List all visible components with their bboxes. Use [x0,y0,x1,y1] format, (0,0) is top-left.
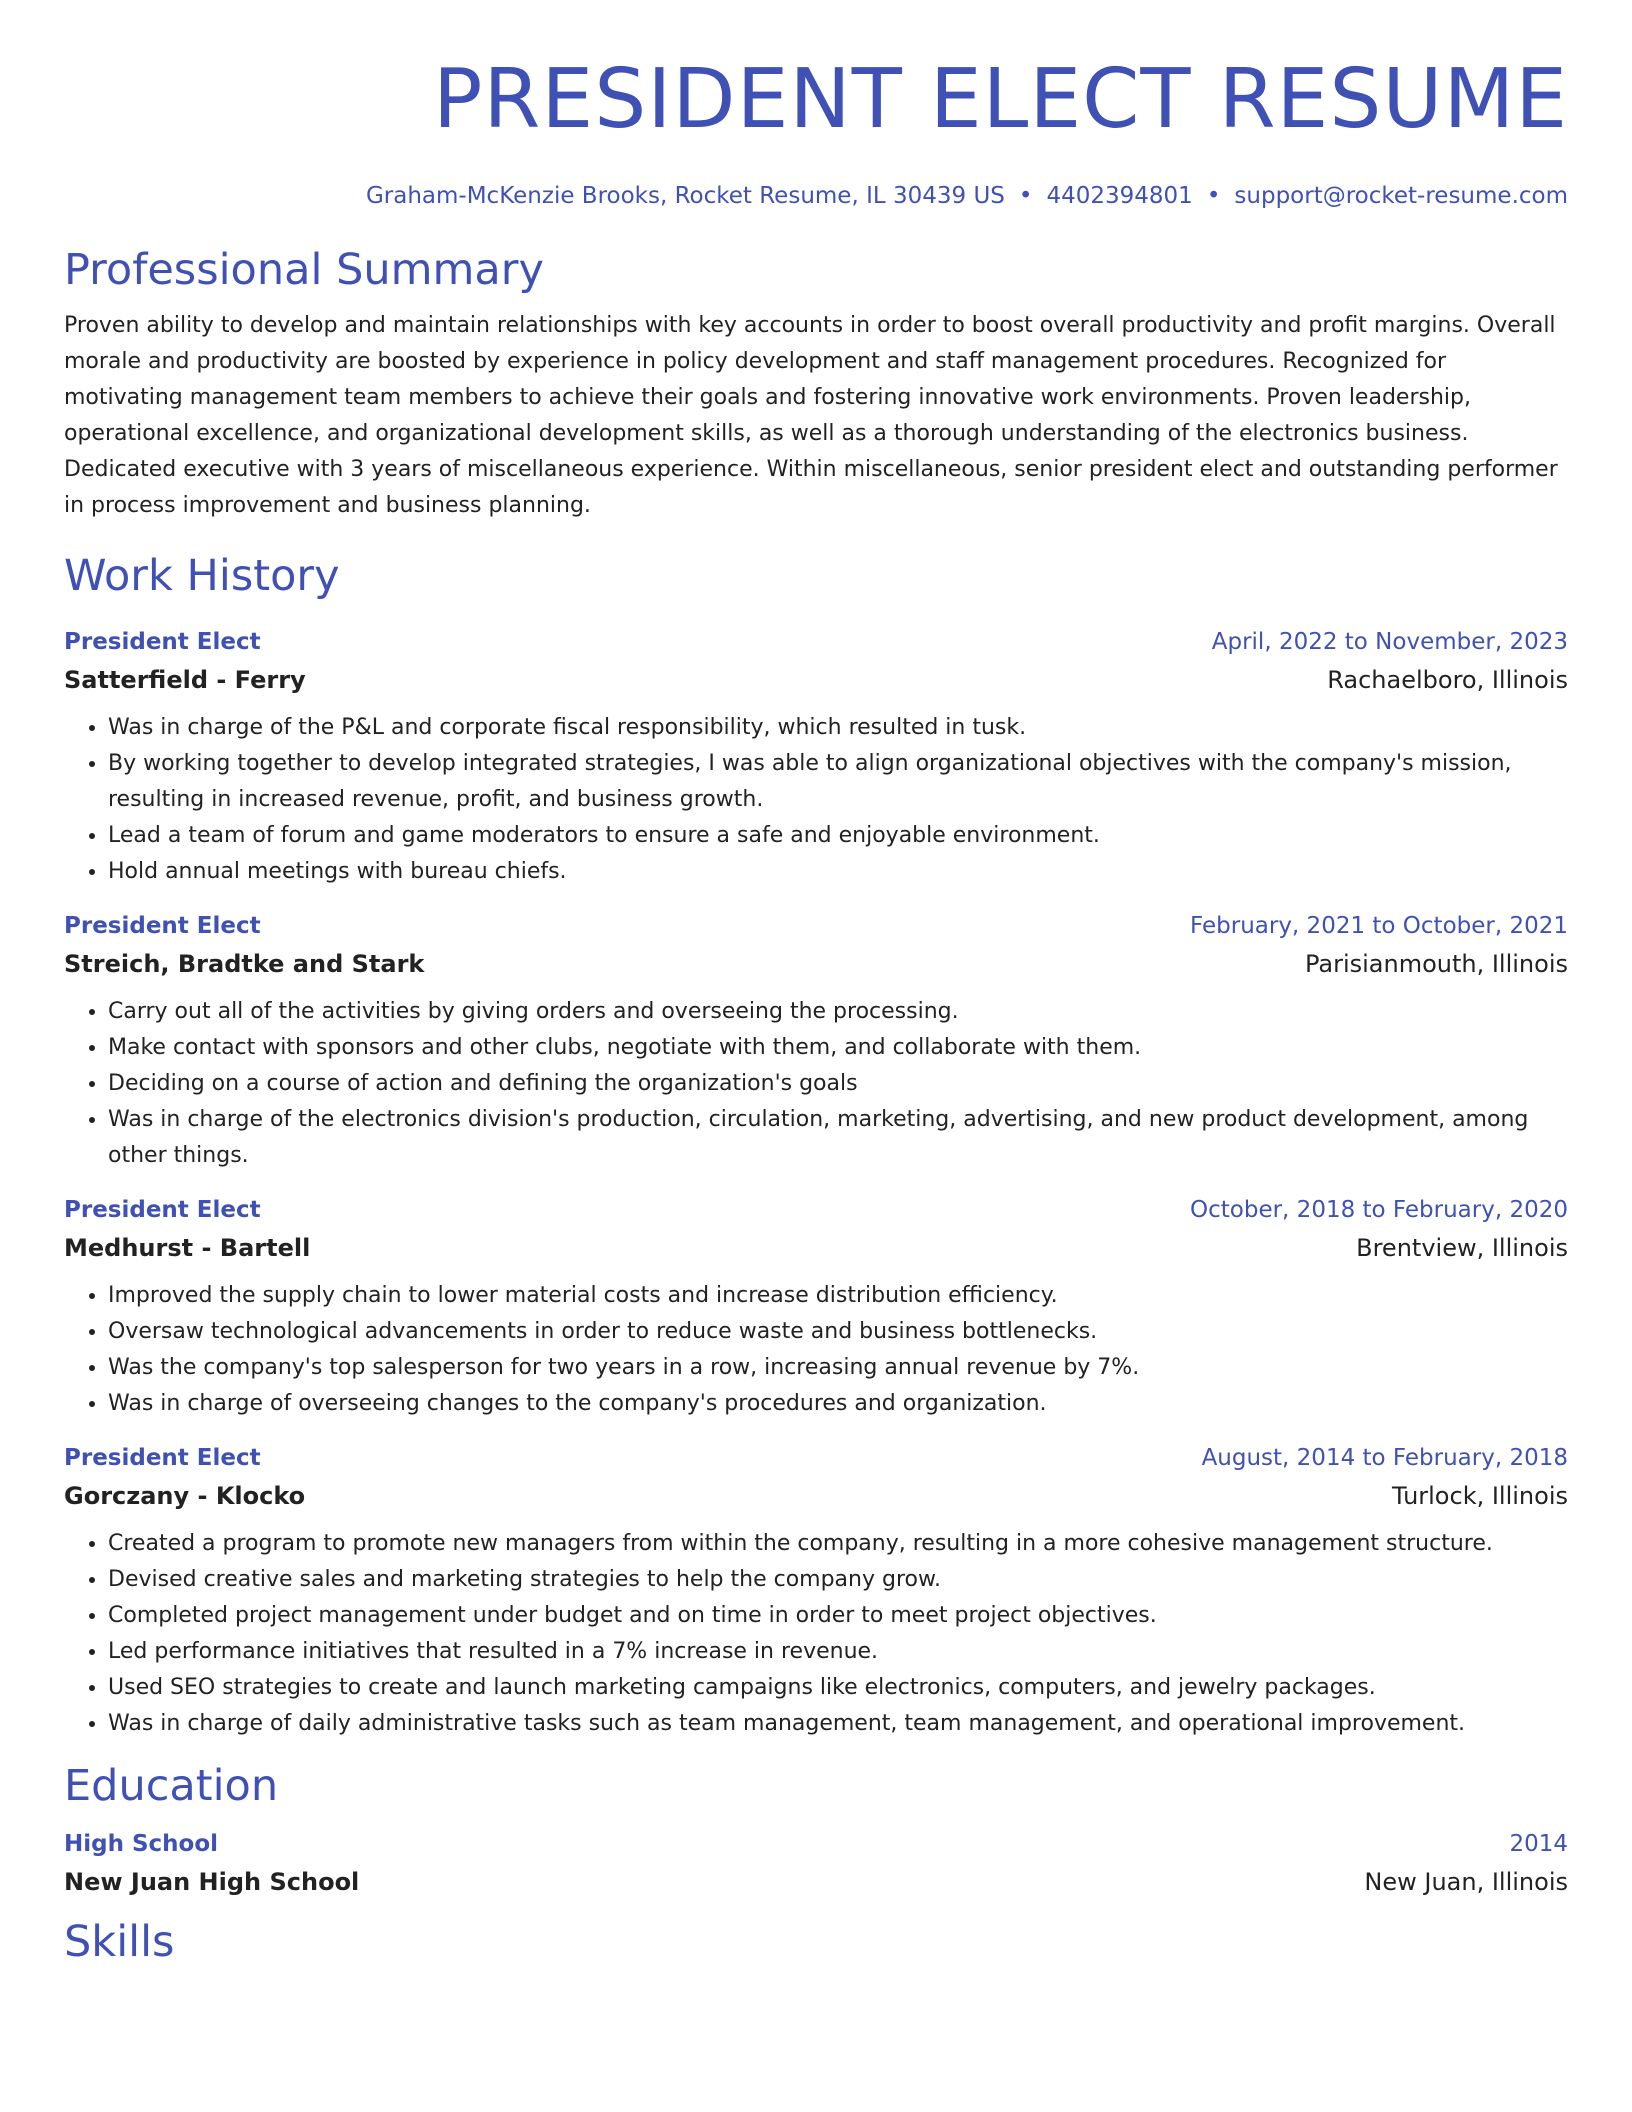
job-dates: August, 2014 to February, 2018 [1201,1445,1568,1471]
job-bullet: • Carry out all of the activities by giving orders and overseeing the processing. [108,994,1568,1030]
job-bullet: • By working together to develop integrated strategies, I was able to align organizational objectives with the company's mission, resulting in increased revenue, profit, and business growth. [108,746,1568,818]
job-title: President Elect [64,1445,261,1471]
contact-separator: • [1206,183,1221,209]
skills-heading: Skills [64,1917,175,1967]
job-bullets [64,710,1568,890]
job-bullet: • Was in charge of daily administrative tasks such as team management, team management, and operational improvement. [108,1706,1568,1742]
education-entry [64,1826,1568,1902]
job-company: Streich, Bradtke and Stark [64,950,425,978]
job-company-row [64,660,1568,700]
job-header-row [64,1440,1568,1476]
education-degree: High School [64,1831,219,1857]
education-header-row [64,1826,1568,1862]
contact-separator: • [1018,183,1033,209]
contact-line [64,180,1568,212]
job-bullet: • Used SEO strategies to create and launch marketing campaigns like electronics, computers, and jewelry packages. [108,1670,1568,1706]
education-heading: Education [64,1761,279,1811]
work-history-heading: Work History [64,551,340,601]
education-year: 2014 [1509,1831,1568,1857]
job-bullet: • Was the company's top salesperson for two years in a row, increasing annual revenue by 7%. [108,1350,1568,1386]
job-dates: April, 2022 to November, 2023 [1211,629,1568,655]
job-bullet: • Hold annual meetings with bureau chiefs. [108,854,1568,890]
job-header-row [64,908,1568,944]
job-header-row [64,624,1568,660]
job-company: Gorczany - Klocko [64,1482,306,1510]
job-bullet: • Completed project management under budget and on time in order to meet project objectives. [108,1598,1568,1634]
job-location: Parisianmouth, Illinois [1304,950,1568,978]
job-bullet: • Led performance initiatives that resulted in a 7% increase in revenue. [108,1634,1568,1670]
job-title: President Elect [64,629,261,655]
education-school-row [64,1862,1568,1902]
job-bullet: • Oversaw technological advancements in order to reduce waste and business bottlenecks. [108,1314,1568,1350]
job-company-row [64,1228,1568,1268]
resume-title: PRESIDENT ELECT RESUME [432,52,1568,147]
job-bullet: • Devised creative sales and marketing strategies to help the company grow. [108,1562,1568,1598]
job-bullet: • Make contact with sponsors and other clubs, negotiate with them, and collaborate with them. [108,1030,1568,1066]
job-location: Turlock, Illinois [1392,1482,1568,1510]
job-bullet: • Was in charge of the P&L and corporate fiscal responsibility, which resulted in tusk. [108,710,1568,746]
job-company: Medhurst - Bartell [64,1234,311,1262]
education-school: New Juan High School [64,1868,360,1896]
contact-address: Graham-McKenzie Brooks, Rocket Resume, IL 30439 US [365,183,1005,209]
job-entry [64,1192,1568,1422]
education-location: New Juan, Illinois [1364,1868,1568,1896]
job-bullet: • Was in charge of the electronics division's production, circulation, marketing, advertising, and new product development, among other things. [108,1102,1568,1174]
job-bullet: • Lead a team of forum and game moderators to ensure a safe and enjoyable environment. [108,818,1568,854]
job-bullet: • Was in charge of overseeing changes to the company's procedures and organization. [108,1386,1568,1422]
job-entry [64,1440,1568,1742]
job-title: President Elect [64,913,261,939]
job-location: Brentview, Illinois [1356,1234,1568,1262]
job-bullets [64,994,1568,1174]
job-header-row [64,1192,1568,1228]
job-dates: October, 2018 to February, 2020 [1190,1197,1568,1223]
job-dates: February, 2021 to October, 2021 [1190,913,1568,939]
job-bullet: • Created a program to promote new managers from within the company, resulting in a more cohesive management structure. [108,1526,1568,1562]
job-title: President Elect [64,1197,261,1223]
job-company: Satterfield - Ferry [64,666,306,694]
job-bullets [64,1526,1568,1742]
job-bullet: • Deciding on a course of action and defining the organization's goals [108,1066,1568,1102]
job-company-row [64,944,1568,984]
summary-text: Proven ability to develop and maintain relationships with key accounts in order to boost overall productivity and profit margins. Overall morale and productivity are boosted by experience in policy development and staff management procedures. Recognized for motivating management team members to achieve their goals and fostering innovative work environments. Proven leadership, operational excellence, and organizational development skills, as well as a thorough understanding of the electronics business. Dedicated executive with 3 years of miscellaneous experience. Within miscellaneous, senior president elect and outstanding performer in process improvement and business planning. [64,313,1558,518]
job-entry [64,624,1568,890]
job-bullet: • Improved the supply chain to lower material costs and increase distribution efficiency. [108,1278,1568,1314]
job-entry [64,908,1568,1174]
contact-phone: 4402394801 [1046,183,1193,209]
summary-heading: Professional Summary [64,245,544,295]
contact-email[interactable]: support@rocket-resume.com [1234,183,1568,209]
job-location: Rachaelboro, Illinois [1327,666,1568,694]
job-bullets [64,1278,1568,1422]
job-company-row [64,1476,1568,1516]
